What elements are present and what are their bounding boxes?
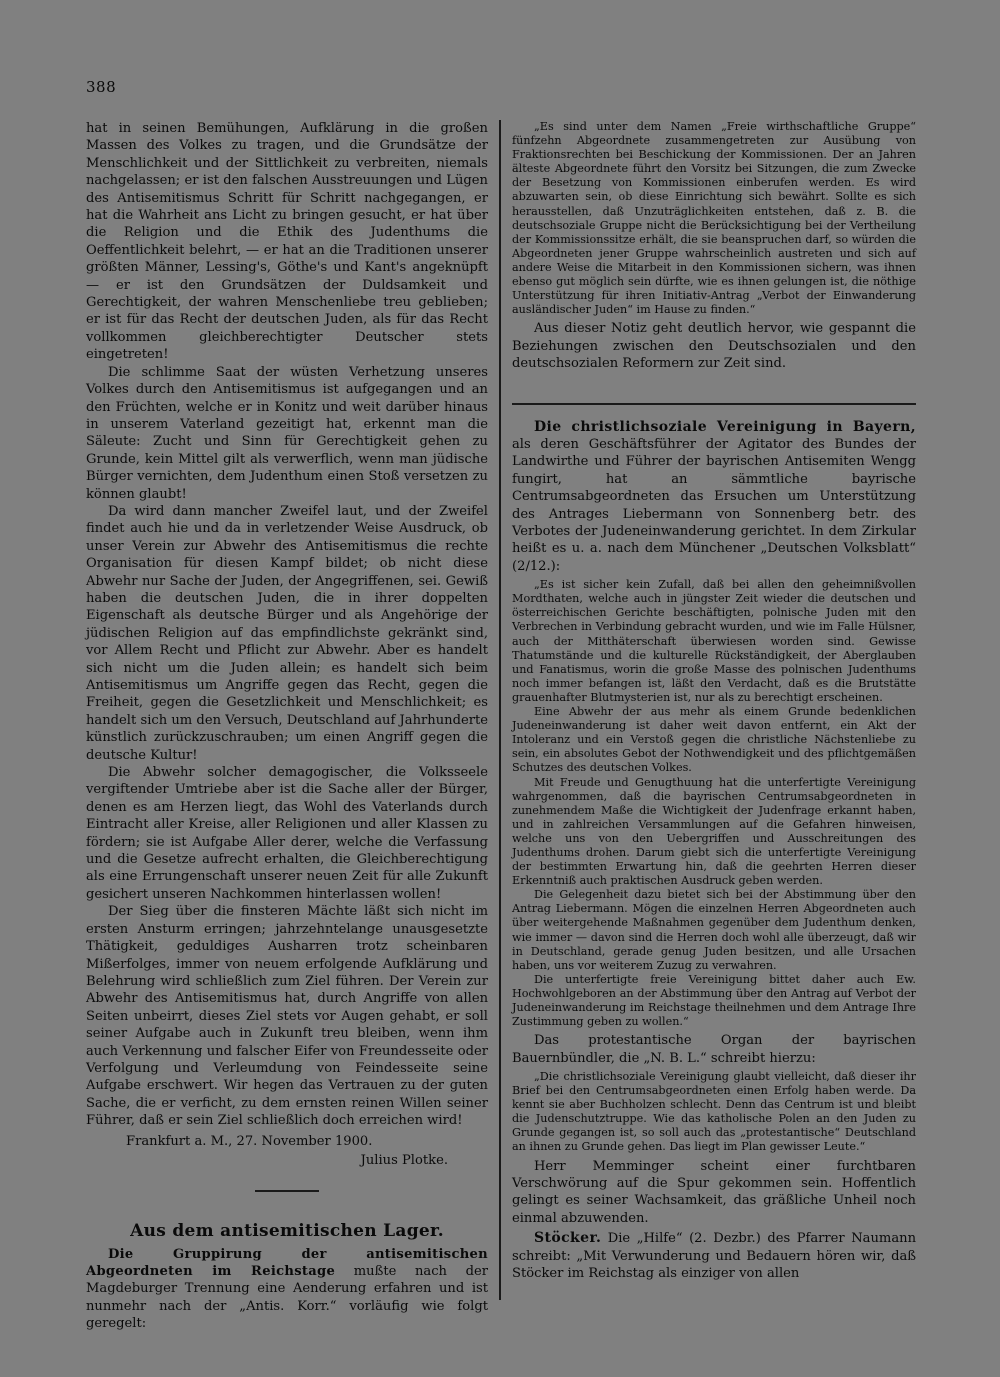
paragraph: Herr Memminger scheint einer furchtbaren Verschwörung auf die Spur gekommen sein. Hoffentlich gelingt es seiner Wachsamkeit, das gräßliche Unheil noch einmal abzuwenden. — [512, 1158, 916, 1226]
section-intro-paragraph — [86, 1246, 488, 1333]
signature: Julius Plotke. — [360, 1152, 448, 1168]
quote-block: „Die christlichsoziale Vereinigung glaubt vielleicht, daß dieser ihr Brief bei den Centrumsabgeordneten einen Erfolg haben werde. Da kennt sie aber Buchholzen schlecht. Denn das Centrum ist und bleibt die Judenschutztruppe. Wie das katholische Polen an den Juden zu Grunde gegangen ist, so soll auch das „protestantische“ Deutschland an ihnen zu Grunde gehen. Das liegt im Plan gewisser Leute.“ — [512, 1070, 916, 1154]
article-intro-text: Die „Hilfe“ (2. Dezbr.) des Pfarrer Naumann schreibt: „Mit Verwunderung und Bedauern hören wir, daß Stöcker im Reichstag als einziger von allen — [512, 1231, 916, 1281]
section-subheading: Die Gruppirung der antisemitischen Abgeordneten im Reichstage — [86, 1246, 488, 1279]
page-number: 388 — [86, 78, 117, 96]
paragraph: hat in seinen Bemühungen, Aufklärung in die großen Massen des Volkes zu tragen, und die Grundsätze der Menschlichkeit und der Sittlichkeit zu verbreiten, niemals nachgelassen; er ist den falschen Ausstreuungen und Lügen des Antisemitismus Schritt für Schritt nachgegangen, er hat die Wahrheit ans Licht zu bringen gesucht, er hat über die Religion und die Ethik des Judenthums die Oeffentlichkeit belehrt, — er hat an die Traditionen unserer größten Männer, Lessing's, Göthe's und Kant's angeknüpft — er ist den Grundsätzen der Duldsamkeit und Gerechtigkeit, der wahren Menschenliebe treu geblieben; er ist für das Recht der deutschen Juden, als für das Recht vollkommen gleichberechtigter Deutscher stets eingetreten! — [86, 121, 488, 363]
quote-block: Eine Abwehr der aus mehr als einem Grunde bedenklichen Judeneinwanderung ist daher weit davon entfernt, ein Akt der Intoleranz und ein Verstoß gegen die christliche Nächstenliebe zu sein, ein absolutes Gebot der Nothwendigkeit und des pflichtgemäßen Schutzes des deutschen Volkes. — [512, 705, 916, 775]
paragraph: Das protestantische Organ der bayrischen Bauernbündler, die „N. B. L.“ schreibt hierzu: — [512, 1033, 916, 1066]
right-column — [512, 120, 916, 1282]
article-intro-text: als deren Geschäftsführer der Agitator des Bundes der Landwirthe und Führer der bayrischen Antisemiten Wengg fungirt, hat an sämmtliche bayrische Centrumsabgeordneten das Ersuchen um Unterstützung des Antrages Liebermann von Sonnenberg betr. des Verbotes der Judeneinwanderung gerichtet. In dem Zirkular heißt es u. a. nach dem Münchener „Deutschen Volksblatt“ (2/12.): — [512, 436, 916, 574]
article-intro-paragraph — [512, 419, 916, 576]
quote-block: „Es sind unter dem Namen „Freie wirthschaftliche Gruppe“ fünfzehn Abgeordnete zusammengetreten zur Ausübung von Fraktionsrechten bei Beschickung der Kommissionen. Der an Jahren älteste Abgeordnete führt den Vorsitz bei Sitzungen, die zum Zwecke der Besetzung von Kommissionen einberufen werden. Es wird abzuwarten sein, ob diese Einrichtung sich bewährt. Sollte es sich herausstellen, daß Unzuträglichkeiten entstehen, daß z. B. die deutschsoziale Gruppe nicht die Berücksichtigung bei der Vertheilung der Kommissionssitze erhält, die sie beanspruchen darf, so würden die Abgeordneten jener Gruppe wahrscheinlich austreten und sich auf andere Weise die Mitarbeit in den Kommissionen sichern, was ihnen ebenso gut möglich sein dürfte, wie es ihnen gelungen ist, die nöthige Unterstützung für ihren Initiativ-Antrag „Verbot der Einwanderung ausländischer Juden“ im Hause zu finden.“ — [512, 120, 916, 317]
paragraph: Der Sieg über die finsteren Mächte läßt sich nicht im ersten Ansturm erringen; jahrzehntelange unausgesetzte Thätigkeit, geduldiges Ausharren trotz scheinbaren Mißerfolges, immer von neuem erfolgende Aufklärung und Belehrung wird schließlich zum Ziel führen. Der Verein zur Abwehr des Antisemitismus hat, durch Angriffe von allen Seiten unbeirrt, dieses Ziel stets vor Augen gehabt, er soll seiner Aufgabe auch in Zukunft treu bleiben, wenn ihm auch Verkennung und falscher Eifer von Freundesseite oder Verfolgung und Verleumdung von Feindesseite seine Aufgabe erschwert. Wir hegen das Vertrauen zu der guten Sache, die er verficht, zu dem ernsten reinen Willen seiner Führer, daß er sein Ziel schließlich doch erreichen wird! — [86, 904, 488, 1129]
section-separator — [512, 403, 916, 405]
dateline: Frankfurt a. M., 27. November 1900. — [126, 1133, 373, 1149]
quote-block: Mit Freude und Genugthuung hat die unterfertigte Vereinigung wahrgenommen, daß die bayrischen Centrumsabgeordneten in zunehmendem Maße die Wichtigkeit der Judenfrage erkannt haben, und in zahlreichen Versammlungen auf die Gefahren hinweisen, welche uns von den Uebergriffen und Ausschreitungen des Judenthums drohen. Darum giebt sich die unterfertigte Vereinigung der bestimmten Erwartung hin, daß die geehrten Herren dieser Erkenntniß auch praktischen Ausdruck geben werden. — [512, 775, 916, 888]
quote-block: Die unterfertigte freie Vereinigung bittet daher auch Ew. Hochwohlgeboren an der Abstimmung über den Antrag auf Verbot der Judeneinwanderung im Reichstage theilnehmen und dem Antrage Ihre Zustimmung geben zu wollen.“ — [512, 972, 916, 1029]
left-column — [86, 120, 488, 1333]
quote-block: Die Gelegenheit dazu bietet sich bei der Abstimmung über den Antrag Liebermann. Mögen die einzelnen Herren Abgeordneten auch über weitergehende Maßnahmen gegenüber dem Judenthum denken, wie immer — davon sind die Herren doch wohl alle überzeugt, daß wir in Deutschland, gerade genug Juden besitzen, und alle Ursachen haben, uns vor weiterem Zuzug zu verwahren. — [512, 888, 916, 972]
paragraph: Da wird dann mancher Zweifel laut, und der Zweifel findet auch hie und da in verletzender Weise Ausdruck, ob unser Verein zur Abwehr des Antisemitismus die rechte Organisation für diesen Kampf bildet; ob nicht diese Abwehr nur Sache der Juden, der Angegriffenen, sei. Gewiß haben die deutschen Juden, die in ihrer doppelten Eigenschaft als deutsche Bürger und als Angehörige der jüdischen Religion auf das empfindlichste gekränkt sind, vor Allem Recht und Pflicht zur Abwehr. Aber es handelt sich nicht um die Juden allein; es handelt sich beim Antisemitismus um Angriffe gegen das Recht, gegen die Freiheit, gegen die Gesetzlichkeit und Menschlichkeit; es handelt sich um den Versuch, Deutschland auf Jahrhunderte künstlich zurückzuschrauben; um einen Angriff gegen die deutsche Kultur! — [86, 503, 488, 763]
section-heading: Aus dem antisemitischen Lager. — [130, 1220, 444, 1241]
paragraph: Aus dieser Notiz geht deutlich hervor, wie gespannt die Beziehungen zwischen den Deutschsozialen und den deutschsozialen Reformern zur Zeit sind. — [512, 321, 916, 372]
column-divider — [499, 120, 501, 1300]
section-separator — [255, 1190, 319, 1192]
article-intro-paragraph — [512, 1230, 916, 1282]
paragraph: Die Abwehr solcher demagogischer, die Volksseele vergiftender Umtriebe aber ist die Sache aller der Bürger, denen es am Herzen liegt, das Wohl des Vaterlands durch Eintracht aller Kreise, aller Religionen und aller Klassen zu fördern; sie ist Aufgabe Aller derer, welche die Verfassung und die Gesetze aufrecht erhalten, die Gleichberechtigung als eine Errungenschaft unserer neuen Zeit für alle Zukunft gesichert unseren Nachkommen hinterlassen wollen! — [86, 765, 488, 902]
paragraph: Die schlimme Saat der wüsten Verhetzung unseres Volkes durch den Antisemitismus ist aufgegangen und an den Früchten, welche er in Konitz und weit darüber hinaus in unserem Vaterland gezeitigt hat, erkennt man die Säleute: Zucht und Sinn für Gerechtigkeit gehen zu Grunde, kein Mittel gilt als verwerflich, wenn man jüdische Bürger vernichten, dem Judenthum einen Stoß versetzen zu können glaubt! — [86, 364, 488, 502]
quote-block: „Es ist sicher kein Zufall, daß bei allen den geheimnißvollen Mordthaten, welche auch in jüngster Zeit wieder die deutschen und österreichischen Gerichte beschäftigten, polnische Juden mit den Verbrechen in Verbindung gebracht wurden, und wie im Falle Hülsner, auch der Mitthäterschaft überwiesen worden sind. Gewisse Thatumstände und die kulturelle Rückständigkeit, der Aberglauben und Fanatismus, worin die große Masse des polnischen Judenthums noch immer befangen ist, läßt den Verdacht, daß es die Brutstätte grauenhafter Blutmysterien ist, nur als zu berechtigt erscheinen. — [512, 578, 916, 704]
article-heading: Stöcker. — [534, 1230, 602, 1247]
section-intro-text: mußte nach der Magdeburger Trennung eine Aenderung erfahren und ist nunmehr nach der „Antis. Korr.“ vorläufig wie folgt geregelt: — [86, 1263, 488, 1332]
article-heading: Die christlichsoziale Vereinigung in Bayern, — [534, 418, 916, 435]
